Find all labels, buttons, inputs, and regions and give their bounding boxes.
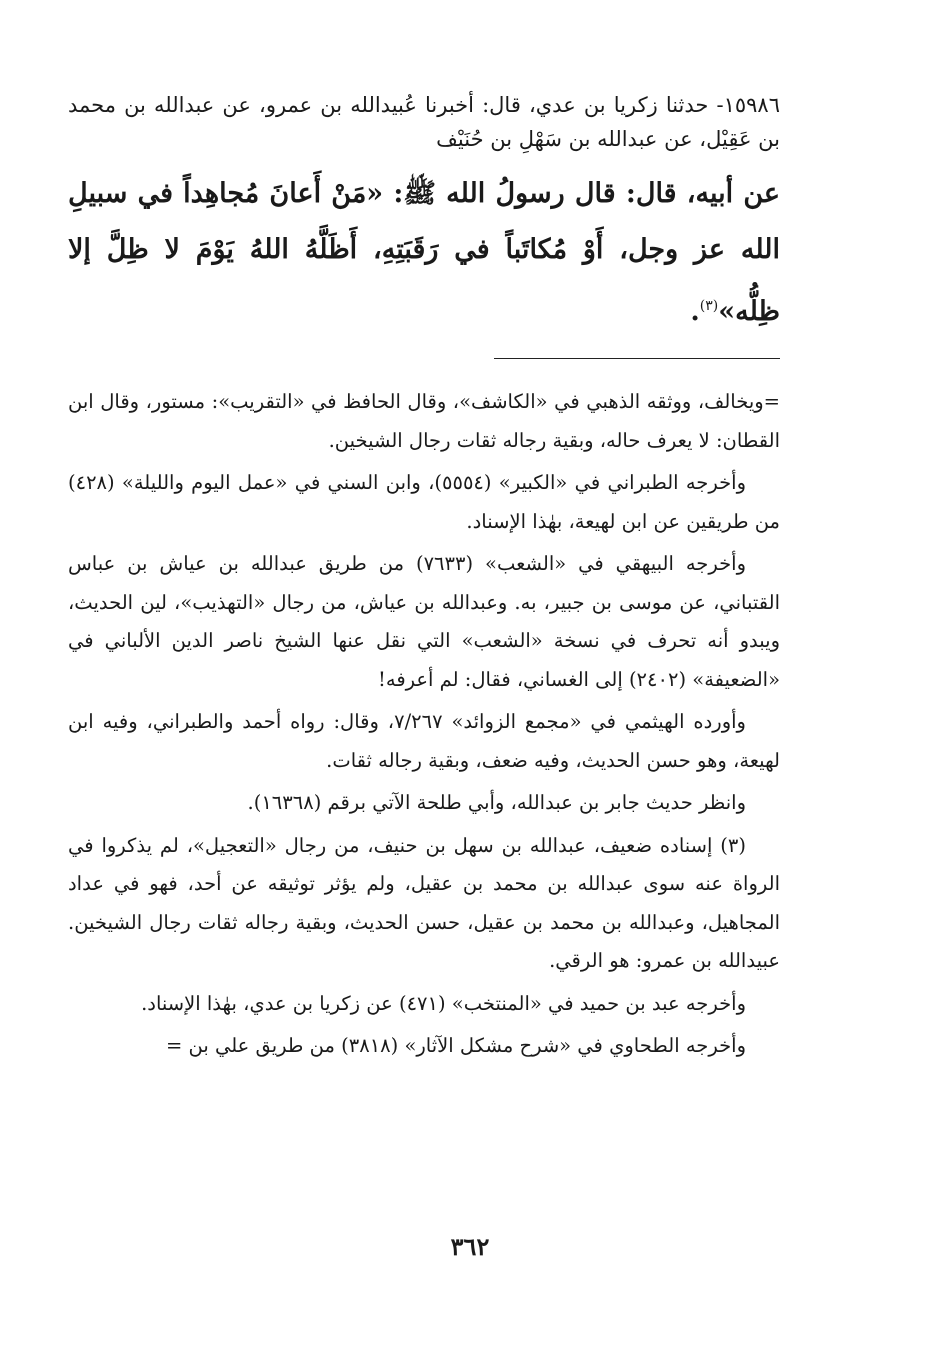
footnote-paragraph: وأخرجه عبد بن حميد في «المنتخب» (٤٧١) عن زكريا بن عدي، بهٰذا الإسناد. [141,991,746,1015]
footnotes [68,383,780,1066]
hadith-end-mark: . [690,296,700,327]
footnote-paragraph: وأخرجه الطحاوي في «شرح مشكل الآثار» (٣٨١٨) من طريق علي بن = [165,1034,746,1057]
footnote-reference: (٣) [699,298,719,314]
footnote-paragraph: (٣) إسناده ضعيف، عبدالله بن سهل بن حنيف، من رجال «التعجيل»، لم يذكروا في الرواة عنه سوى عبدالله بن محمد بن عقيل، ولم يؤثر توثيقه عن أحد، فهو في عداد المجاهيل، وعبدالله بن محمد بن عقيل، حسن الحديث، وبقية رجاله ثقات رجال الشيخين. عبيدالله بن عمرو: هو الرقي. [68,833,780,972]
footnote-paragraph: وأورده الهيثمي في «مجمع الزوائد» ٧/٢٦٧، وقال: رواه أحمد والطبراني، وفيه ابن لهيعة، وهو حسن الحديث، وفيه ضعف، وبقية رجاله ثقات. [68,710,780,772]
page-content [68,88,780,1070]
footnote-paragraph: =ويخالف، ووثقه الذهبي في «الكاشف»، وقال الحافظ في «التقريب»: مستور، وقال ابن القطان: لا يعرف حاله، وبقية رجاله ثقات رجال الشيخين. [68,390,780,452]
footnote-paragraph: وأخرجه البيهقي في «الشعب» (٧٦٣٣) من طريق عبدالله بن عياش بن عباس القتباني، عن موسى بن جبير، به. وعبدالله بن عياش، من رجال «التهذيب»، لين الحديث، ويبدو أنه تحرف في نسخة «الشعب» التي نقل عنها الشيخ ناصر الدين الألباني في «الضعيفة» (٢٤٠٢) إلى الغساني، فقال: لم أعرفه! [68,552,780,691]
footnote-separator [494,358,780,359]
footnote-paragraph: وانظر حديث جابر بن عبدالله، وأبي طلحة الآتي برقم (١٦٣٦٨). [247,791,746,814]
hadith-chain: ١٥٩٨٦- حدثنا زكريا بن عدي، قال: أخبرنا عُبيدالله بن عمرو، عن عبدالله بن محمد بن عَقِيْل، عن عبدالله بن سَهْلِ بن حُنَيْف [68,93,780,151]
hadith-text: عن أبيه، قال: قال رسولُ الله ﷺ: «مَنْ أَعانَ مُجاهِداً في سبيلِ الله عز وجل، أَوْ مُكاتَباً في رَقَبَتِهِ، أَظَلَّهُ اللهُ يَوْمَ لا ظِلَّ إلا ظِلُّه» [68,178,780,327]
footnote-paragraph: وأخرجه الطبراني في «الكبير» (٥٥٥٤)، وابن السني في «عمل اليوم والليلة» (٤٢٨) من طريقين عن ابن لهيعة، بهٰذا الإسناد. [68,471,780,533]
hadith-text-block [68,166,780,340]
page-number: ٣٦٢ [450,1232,490,1261]
